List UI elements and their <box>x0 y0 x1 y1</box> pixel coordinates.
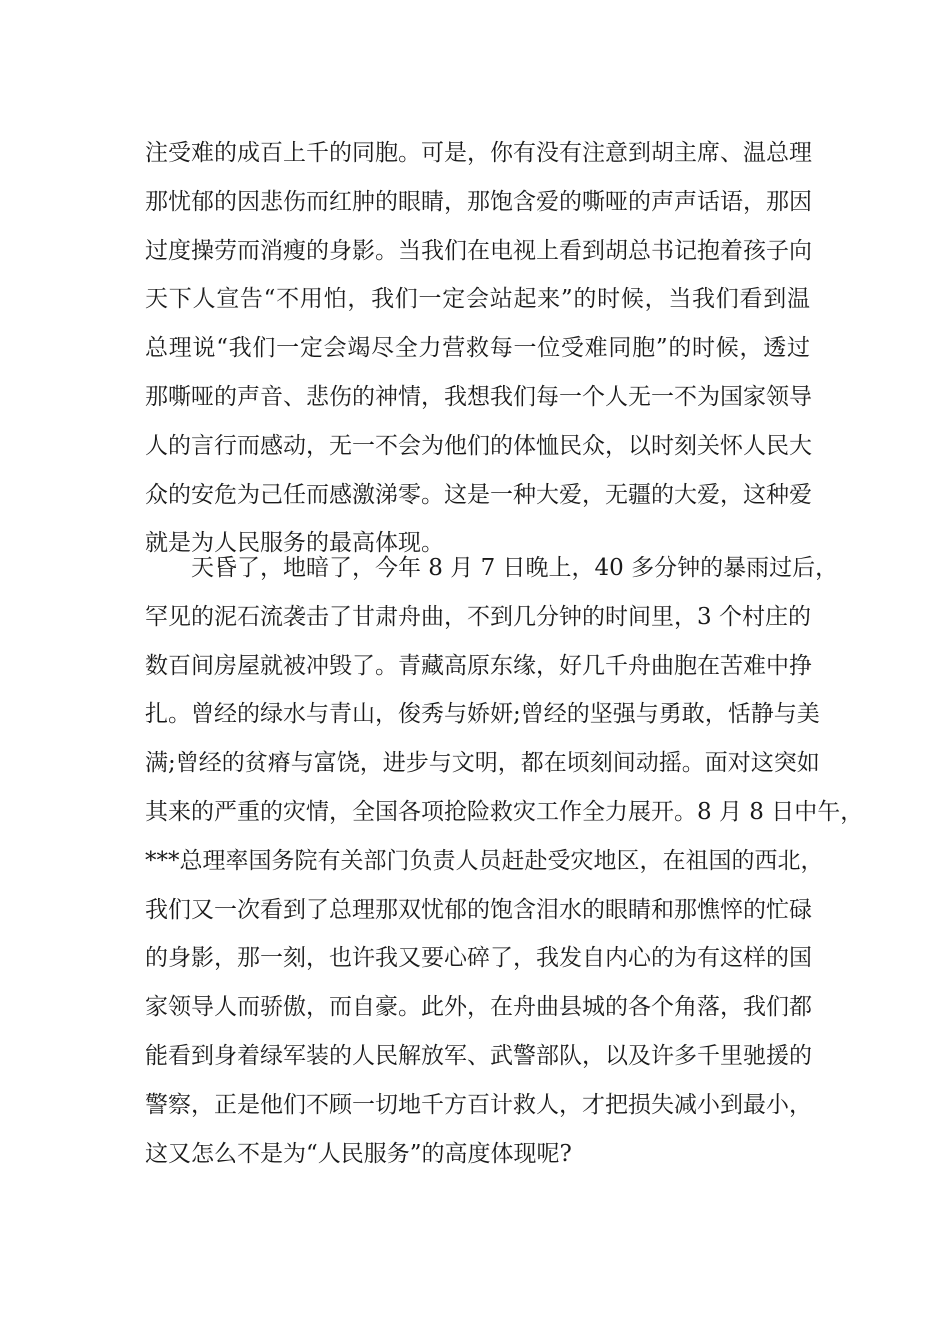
paragraph-2 <box>145 544 864 1178</box>
text-line: 的身影，那一刻，也许我又要心碎了，我发自内心的为有这样的国 <box>145 945 812 972</box>
paragraph-1 <box>145 129 810 568</box>
text-line: 众的安危为己任而感激涕零。这是一种大爱，无疆的大爱，这种爱 <box>145 481 812 508</box>
text-line: 人的言行而感动，无一不会为他们的体恤民众，以时刻关怀人民大 <box>145 432 812 459</box>
text-line: 就是为人民服务的最高体现。 <box>145 530 444 557</box>
text-line: 我们又一次看到了总理那双忧郁的饱含泪水的眼睛和那憔悴的忙碌 <box>145 896 812 923</box>
text-line: 总理说“我们一定会竭尽全力营救每一位受难同胞”的时候，透过 <box>145 335 810 362</box>
text-line: 这又怎么不是为“人民服务”的高度体现呢? <box>145 1140 572 1167</box>
text-line: 能看到身着绿军装的人民解放军、武警部队，以及许多千里驰援的 <box>145 1042 812 1069</box>
text-line: 天昏了，地暗了，今年 8 月 7 日晚上，40 多分钟的暴雨过后， <box>191 555 839 581</box>
text-line: 天下人宣告“不用怕，我们一定会站起来”的时候，当我们看到温 <box>145 286 810 313</box>
text-line: 注受难的成百上千的同胞。可是，你有没有注意到胡主席、温总理 <box>145 140 812 166</box>
text-line: 警察，正是他们不顾一切地千方百计救人，才把损失减小到最小， <box>145 1091 812 1118</box>
text-line: 其来的严重的灾情，全国各项抢险救灾工作全力展开。8 月 8 日中午， <box>145 798 864 825</box>
text-line: 扎。曾经的绿水与青山，俊秀与娇妍;曾经的坚强与勇敢，恬静与美 <box>145 701 820 728</box>
text-line: 数百间房屋就被冲毁了。青藏高原东缘，好几千舟曲胞在苦难中挣 <box>145 652 812 679</box>
text-line: 家领导人而骄傲，而自豪。此外，在舟曲县城的各个角落，我们都 <box>145 994 812 1021</box>
text-line: 满;曾经的贫瘠与富饶，进步与文明，都在顷刻间动摇。面对这突如 <box>145 750 820 777</box>
text-line: 那忧郁的因悲伤而红肿的眼睛，那饱含爱的嘶哑的声声话语，那因 <box>145 188 812 215</box>
text-line: 罕见的泥石流袭击了甘肃舟曲，不到几分钟的时间里，3 个村庄的 <box>145 603 811 630</box>
text-line: 过度操劳而消瘦的身影。当我们在电视上看到胡总书记抱着孩子向 <box>145 237 812 264</box>
text-line: 那嘶哑的声音、悲伤的神情，我想我们每一个人无一不为国家领导 <box>145 383 812 410</box>
text-line: ***总理率国务院有关部门负责人员赶赴受灾地区，在祖国的西北， <box>145 847 824 874</box>
